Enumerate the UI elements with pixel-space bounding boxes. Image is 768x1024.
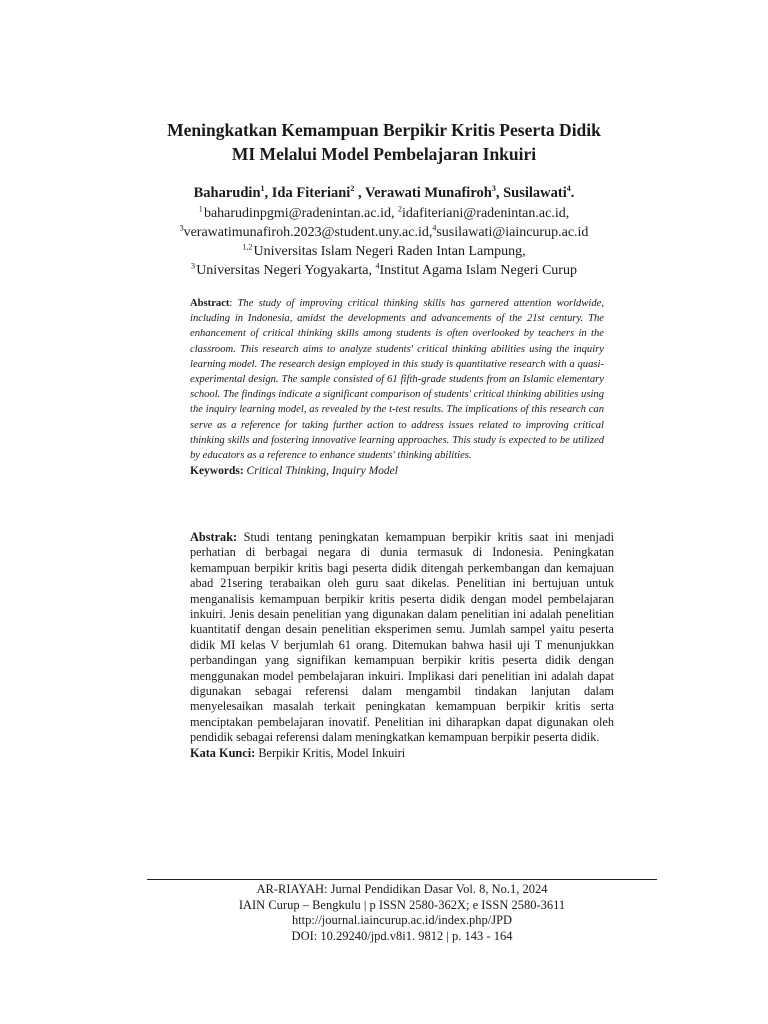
- author-list: Baharudin$^1$, Ida Fiteriani$^2$ , Verawati Munafiroh$^3$, Susilawati$^4$.: [193, 184, 575, 201]
- author-email: verawatimunafiroh.2023@student.uny.ac.id: [183, 225, 429, 240]
- email-mark: 3: [179, 223, 184, 233]
- affiliation: Universitas Islam Negeri Raden Intan Lampung: [253, 244, 523, 259]
- author-name: Susilawati: [503, 185, 567, 201]
- author-mark: 1: [260, 184, 265, 194]
- abstract-en-paragraph: Abstract: The study of improving critical thinking skills has garnered attention worldwide, including in Indonesia, amidst the developments and advancements of the 21st century. The enhancement of critical thinking skills among students is often overlooked by teachers in the classroom. This research aims to analyze students' critical thinking abilities using the inquiry learning model. The research design employed in this study is quantitative research with a quasi-experimental design. The sample consisted of 61 fifth-grade students from an Islamic elementary school. The findings indicate a significant comparison of students' critical thinking abilities using the inquiry learning model, as revealed by the t-test results. The implications of this research can serve as a reference for taking further action to address issues related to improving critical thinking skills and fostering innovative learning approaches. This study is expected to be utilized by educators as a reference to enhance students' thinking abilities.: [190, 298, 605, 462]
- author-email: idafiteriani@radenintan.ac.id: [402, 206, 566, 221]
- abstract-en-text: The study of improving critical thinking skills has garnered attention worldwide, including in Indonesia, amidst the developments and advancements of the 21st century. The enhancement of critical thinking skills among students is often overlooked by teachers in the classroom. This research aims to analyze students' critical thinking abilities using the inquiry learning model. The research design employed in this study is quantitative research with a quasi-experimental design. The sample consisted of 61 fifth-grade students from an Islamic elementary school. The findings indicate a significant comparison of students' critical thinking abilities using the inquiry learning model, as revealed by the t-test results. The implications of this research can serve as a reference for taking further action to address issues related to improving critical thinking skills and fostering innovative learning approaches. This study is expected to be utilized by educators as a reference to enhance students' thinking abilities.: [190, 298, 605, 462]
- author-name: Ida Fiteriani: [271, 185, 351, 201]
- author-contacts: [100, 204, 668, 280]
- author-name: Baharudin: [193, 185, 261, 201]
- email-line-1: $^1$ baharudinpgmi@radenintan.ac.id, $^2$idafiteriani@radenintan.ac.id,: [198, 204, 570, 221]
- email-mark: 1: [198, 204, 203, 214]
- abstract-id-label: Abstrak:: [190, 530, 238, 544]
- footer-divider: [147, 879, 657, 880]
- author-email: susilawati@iaincurup.ac.id: [436, 225, 589, 240]
- keywords-en: [190, 464, 604, 479]
- keywords-en-value: Critical Thinking, Inquiry Model: [246, 465, 398, 478]
- abstract-en-label: Abstract: [190, 298, 230, 309]
- footer-doi: DOI: 10.29240/jpd.v8i1. 9812 | p. 143 - 164: [291, 928, 513, 943]
- footer-journal: AR-RIAYAH: Jurnal Pendidikan Dasar Vol. 8, No.1, 2024: [256, 882, 548, 896]
- email-mark: 2: [398, 204, 402, 214]
- affiliation-line-1: $^{1,2}$ Universitas Islam Negeri Raden Intan Lampung,: [242, 242, 526, 259]
- title-line-2: MI Melalui Model Pembelajaran Inkuiri: [231, 144, 537, 164]
- email-line-2: $^3$verawatimunafiroh.2023@student.uny.ac.id,$^4$susilawati@iaincurup.ac.id: [179, 223, 589, 240]
- abstract-id-text: Studi tentang peningkatan kemampuan berpikir kritis saat ini menjadi perhatian di berbagai negara di dunia termasuk di Indonesia. Peningkatan kemampuan berpikir kritis bagi peserta didik ditengah perkembangan dan kemajuan abad 21sering terabaikan oleh guru saat dikelas. Penelitian ini bertujuan untuk menganalisis kemampuan berpikir kritis peserta didik dengan model pembelajaran inkuiri. Jenis desain penelitian yang digunakan dalam penelitian ini adalah penelitian kuantitatif dengan desain penelitian eksperimen semu. Jumlah sampel yaitu peserta didik MI kelas V berjumlah 61 orang. Ditemukan bahwa hasil uji T menunjukkan perbandingan yang signifikan kemampuan berpikir kritis peserta didik dengan menggunakan model pembelajaran inkuiri. Implikasi dari penelitian ini adalah dapat digunakan sebagai referensi dalam mengambil tindakan lanjutan dalam menyelesaikan masalah terkait peningkatan kemampuan berpikir kritis serta menciptakan pembelajaran inovatif. Penelitian ini diharapkan dapat digunakan oleh pendidik sebagai referensi dalam meningkatkan kemampuan berpikir peserta didik.: [190, 530, 614, 745]
- keywords-id: [190, 746, 614, 761]
- affiliation-mark: 4: [375, 261, 380, 271]
- author-email: baharudinpgmi@radenintan.ac.id: [203, 206, 391, 221]
- author-name: Verawati Munafiroh: [364, 185, 492, 201]
- keywords-en-label: Keywords:: [190, 465, 244, 478]
- author-mark: 4: [566, 184, 571, 194]
- title-line-1: Meningkatkan Kemampuan Berpikir Kritis Peserta Didik: [167, 120, 601, 140]
- abstract-id-paragraph: [190, 530, 614, 746]
- footer-url: http://journal.iaincurup.ac.id/index.php/JPD: [291, 913, 513, 927]
- email-mark: 4: [432, 223, 437, 233]
- affiliation: Institut Agama Islam Negeri Curup: [379, 263, 577, 278]
- keywords-id-label: Kata Kunci:: [190, 745, 256, 760]
- journal-footer: [147, 882, 657, 944]
- affiliation-mark: 1,2: [242, 242, 253, 252]
- abstract-indonesian: [190, 530, 614, 761]
- affiliation-mark: 3: [191, 261, 196, 271]
- author-mark: 3: [491, 184, 496, 194]
- author-mark: 2: [350, 184, 355, 194]
- footer-issn: IAIN Curup – Bengkulu | p ISSN 2580-362X; e ISSN 2580-3611: [238, 897, 566, 912]
- keywords-id-value: Berpikir Kritis, Model Inkuiri: [258, 745, 406, 760]
- paper-title: [100, 118, 668, 166]
- affiliation: Universitas Negeri Yogyakarta: [196, 263, 369, 278]
- affiliation-line-2: $^3$ Universitas Negeri Yogyakarta, $^4$Institut Agama Islam Negeri Curup: [191, 261, 577, 278]
- abstract-english: [190, 296, 604, 479]
